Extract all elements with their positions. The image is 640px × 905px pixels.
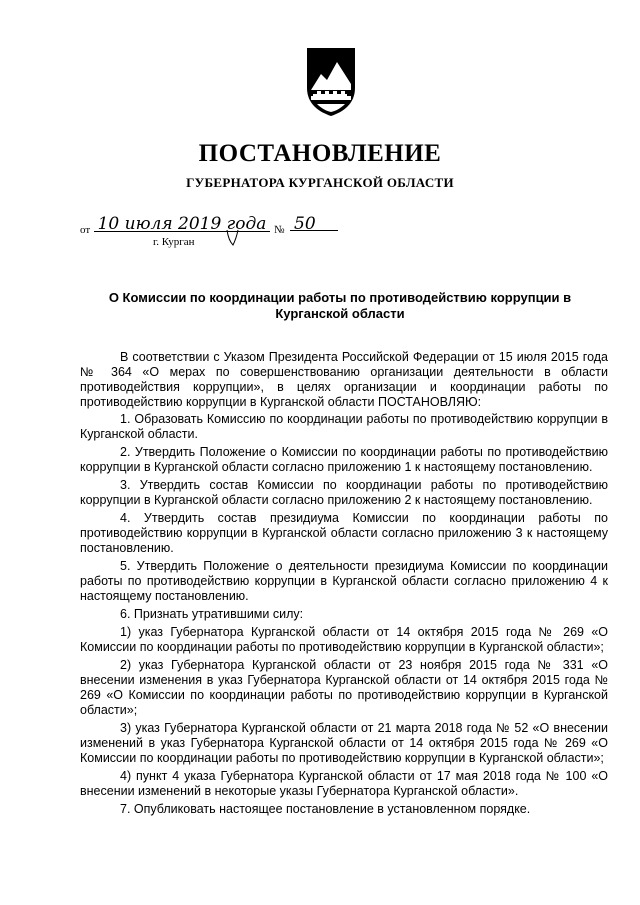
paragraph-item-6-1: 1) указ Губернатора Курганской области от 14 октября 2015 года № 269 «О Комиссии по координации работы по противодействию коррупции в Курганской области»; — [80, 625, 608, 654]
date-prefix: от — [80, 224, 91, 236]
document-title: ПОСТАНОВЛЕНИЕ — [198, 140, 442, 167]
paragraph-item-5: 5. Утвердить Положение о деятельности президиума Комиссии по координации работы по противодействию коррупции в Курганской области согласно приложению 4 к настоящему постановлению. — [80, 559, 608, 603]
coat-of-arms-icon — [303, 44, 359, 118]
paragraph-item-7: 7. Опубликовать настоящее постановление в установленном порядке. — [120, 802, 531, 816]
number-prefix: № — [274, 224, 285, 236]
document-subtitle: ГУБЕРНАТОРА КУРГАНСКОЙ ОБЛАСТИ — [186, 175, 454, 190]
paragraph-item-3: 3. Утвердить состав Комиссии по координации работы по противодействию коррупции в Курганской области согласно приложению 2 к настоящему постановлению. — [80, 478, 608, 507]
date-handwritten: 10 июля 2019 года — [94, 214, 270, 232]
pen-stroke-decoration — [225, 229, 241, 247]
paragraph-item-6-4: 4) пункт 4 указа Губернатора Курганской области от 17 мая 2018 года № 100 «О внесении изменений в некоторые указы Губернатора Курганской области». — [80, 769, 608, 798]
decree-heading: О Комиссии по координации работы по противодействию коррупции в Курганской области — [108, 290, 572, 321]
paragraph-item-6: 6. Признать утратившими силу: — [120, 607, 304, 621]
city-label: г. Курган — [153, 236, 195, 248]
paragraph-item-4: 4. Утвердить состав президиума Комиссии по координации работы по противодействию коррупции в Курганской области согласно приложению 3 к настоящему постановлению. — [80, 511, 608, 555]
paragraph-item-6-2: 2) указ Губернатора Курганской области от 23 ноября 2015 года № 331 «О внесении изменения в указ Губернатора Курганской области от 14 октября 2015 года № 269 «О Комиссии по координации работы по противодействию коррупции в Курганской области»; — [80, 658, 608, 717]
paragraph-item-6-3: 3) указ Губернатора Курганской области от 21 марта 2018 года № 52 «О внесении изменений в указ Губернатора Курганской области от 14 октября 2015 года № 269 «О Комиссии по координации работы по противодействию коррупции в Курганской области»; — [80, 721, 608, 765]
paragraph-preamble: В соответствии с Указом Президента Российской Федерации от 15 июля 2015 года № 364 «О мерах по совершенствованию организации деятельности в области противодействия коррупции», в целях организации и координации работы по противодействию коррупции в Курганской области ПОСТАНОВЛЯЮ: — [80, 350, 608, 409]
paragraph-item-1: 1. Образовать Комиссию по координации работы по противодействию коррупции в Курганской области. — [80, 412, 608, 441]
paragraph-item-2: 2. Утвердить Положение о Комиссии по координации работы по противодействию коррупции в Курганской области согласно приложению 1 к настоящему постановлению. — [80, 445, 608, 474]
decree-body — [80, 350, 608, 820]
number-handwritten: 50 — [290, 214, 338, 231]
